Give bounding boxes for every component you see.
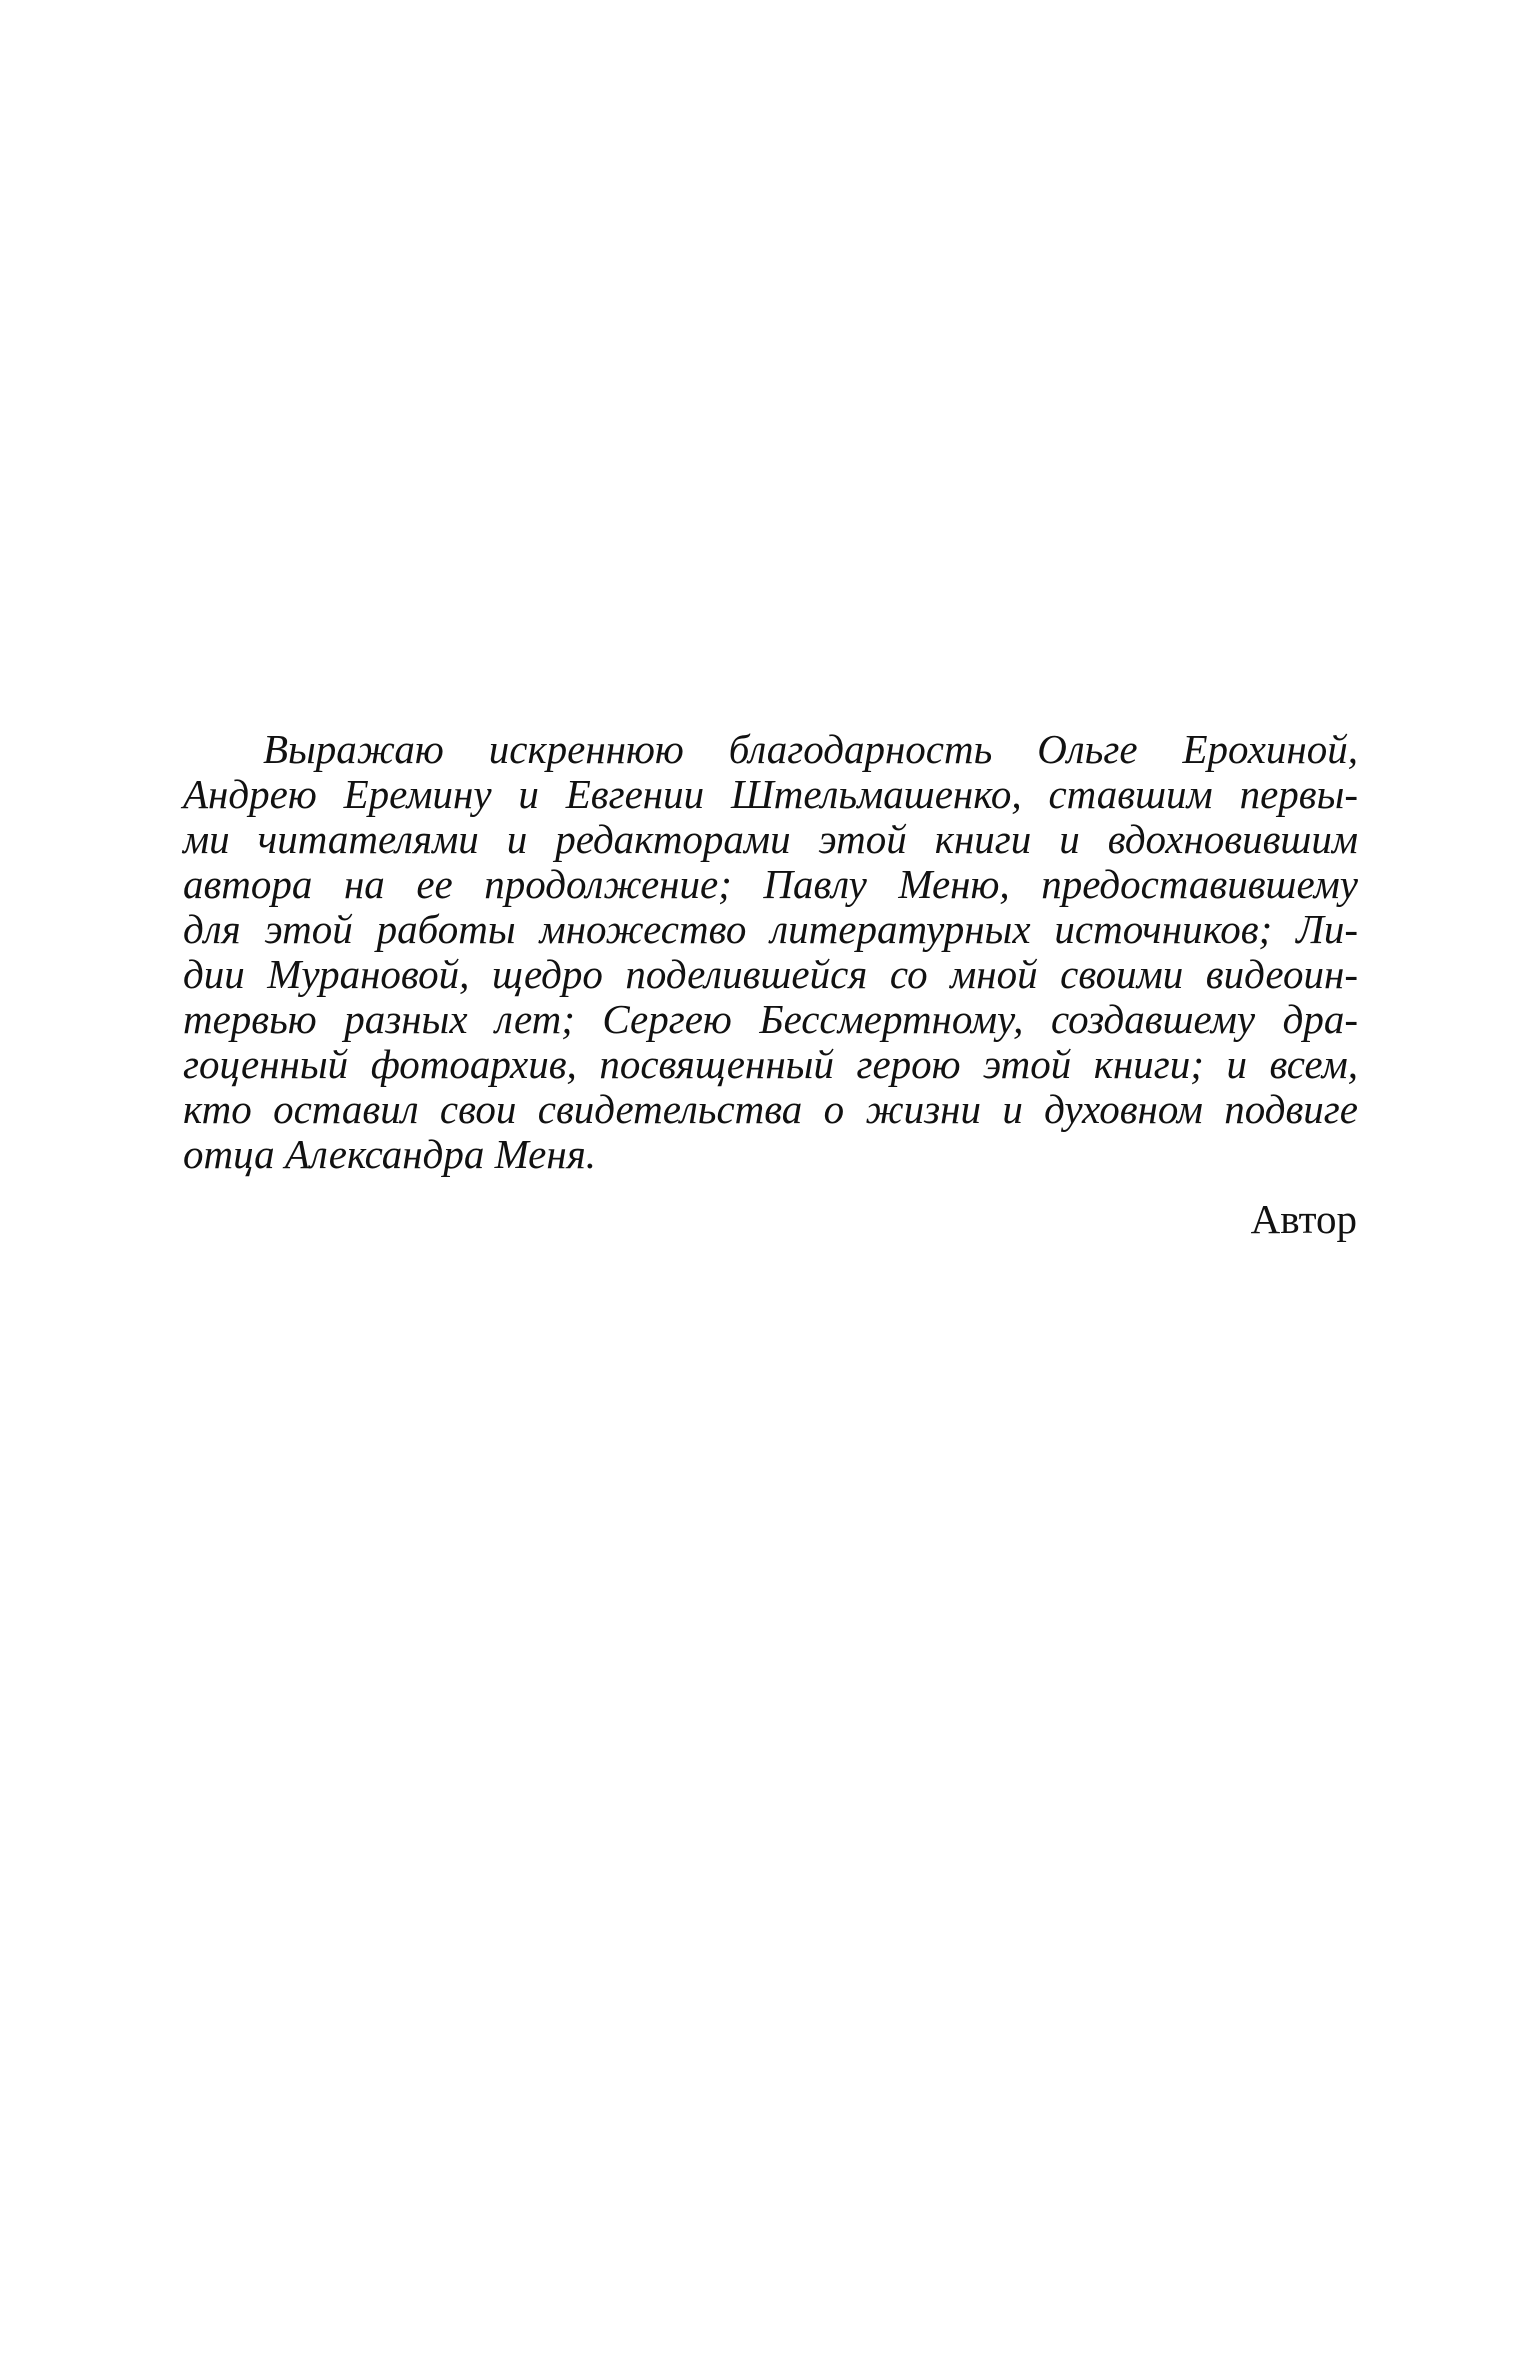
text-line-7: тервью разных лет; Сергею Бессмертному, создавшему дра- — [183, 996, 1358, 1042]
text-line-2: Андрею Еремину и Евгении Штельмашенко, ставшим первы- — [183, 771, 1358, 817]
text-line-4: автора на ее продолжение; Павлу Меню, предоставившему — [183, 861, 1358, 907]
text-line-8: гоценный фотоархив, посвященный герою этой книги; и всем, — [183, 1041, 1358, 1087]
acknowledgement-paragraph — [183, 727, 1358, 1177]
text-line-3: ми читателями и редакторами этой книги и вдохновившим — [183, 816, 1358, 862]
text-line-9: кто оставил свои свидетельства о жизни и духовном подвиге — [183, 1086, 1358, 1132]
text-line-1: Выражаю искреннюю благодарность Ольге Ерохиной, — [263, 726, 1358, 772]
text-line-10: отца Александра Меня. — [183, 1131, 597, 1177]
text-line-6: дии Мурановой, щедро поделившейся со мной своими видеоин- — [183, 951, 1358, 997]
author-signature: Автор — [1250, 1196, 1357, 1242]
text-line-5: для этой работы множество литературных источников; Ли- — [183, 906, 1358, 952]
